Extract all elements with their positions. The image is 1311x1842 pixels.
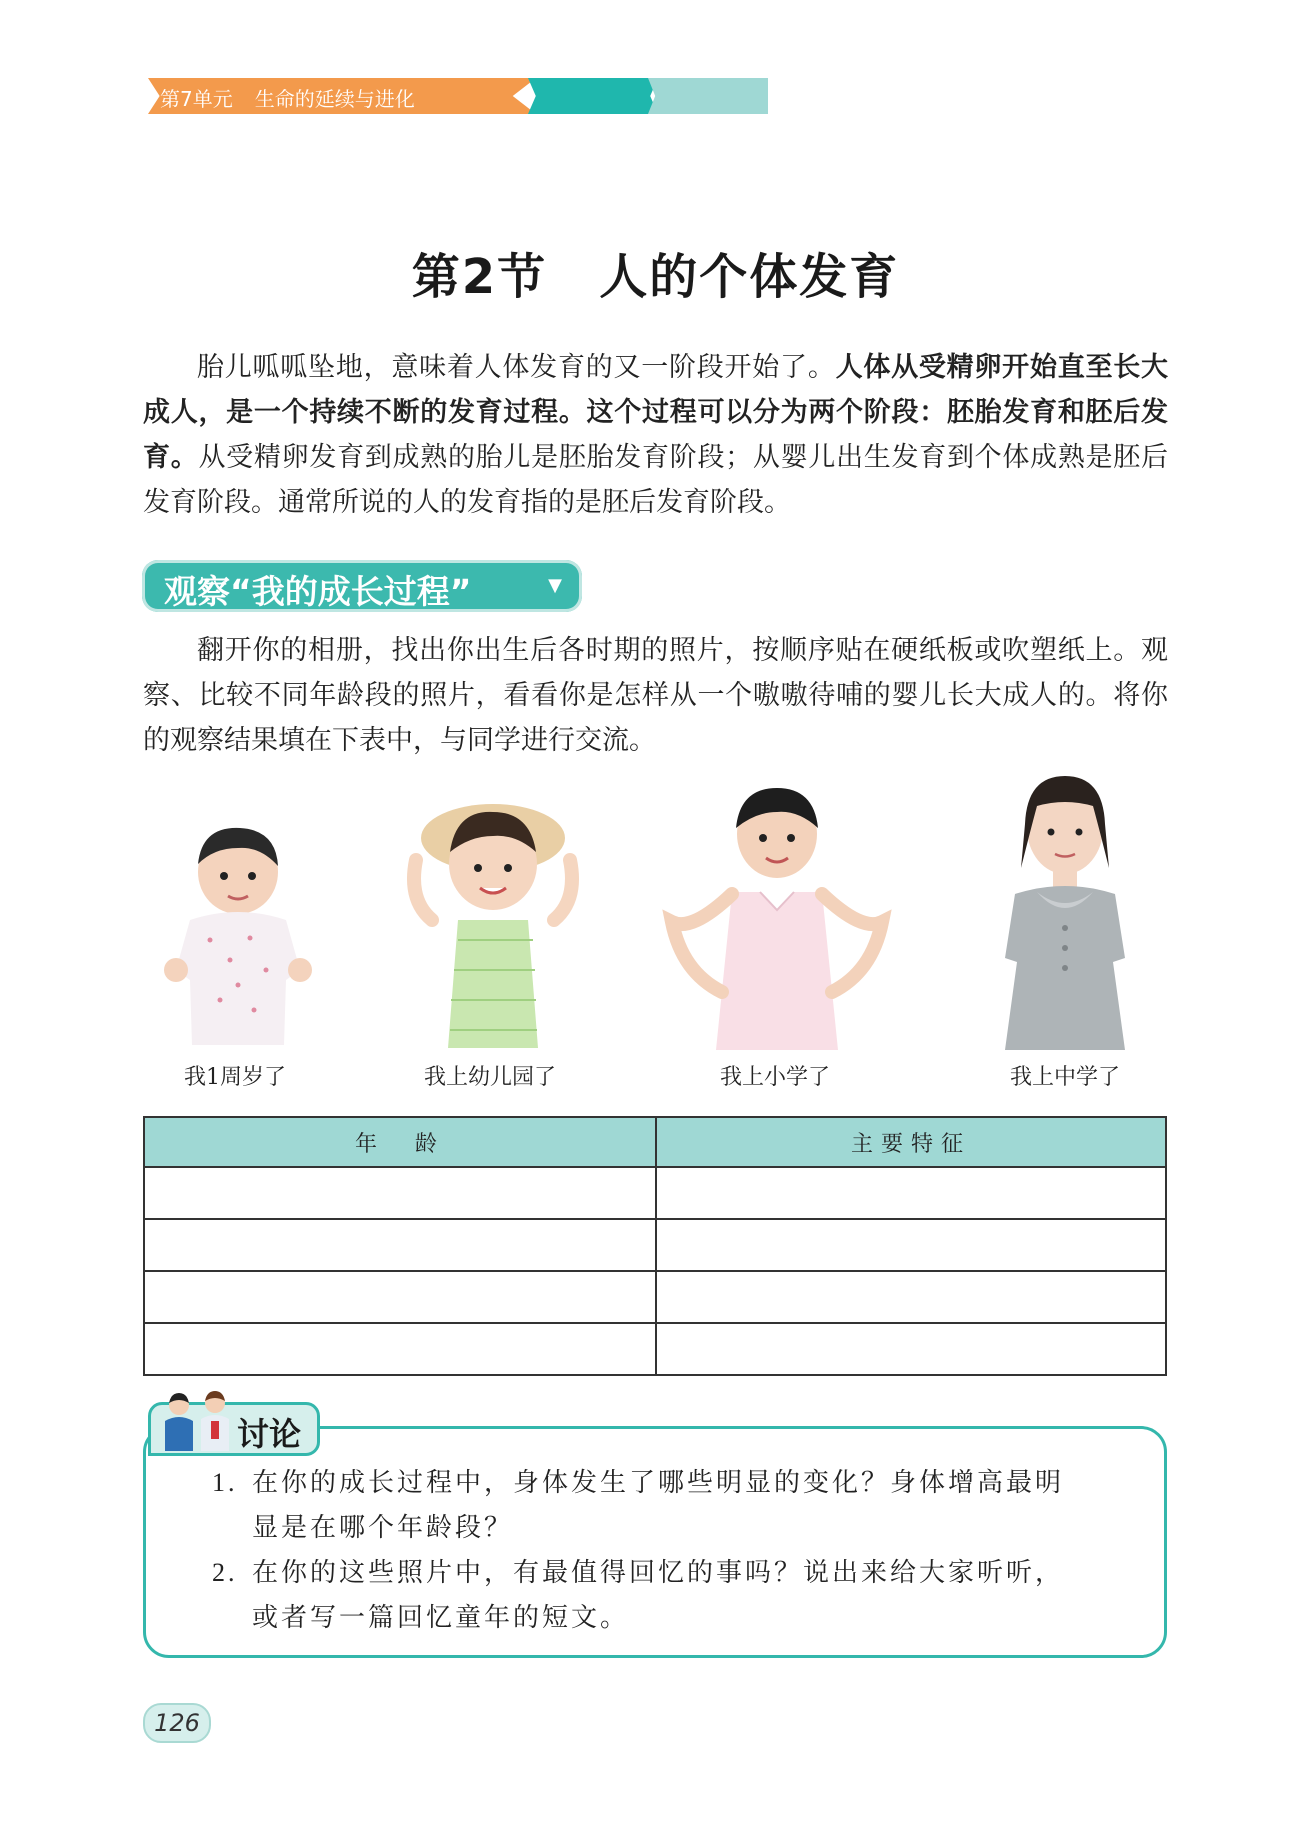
age-cell[interactable] (144, 1323, 656, 1375)
unit-label (160, 83, 415, 112)
photo-caption-2: 我上幼儿园了 (423, 1065, 556, 1090)
unit-number: 第7单元 (160, 87, 233, 111)
features-cell[interactable] (656, 1271, 1166, 1323)
baby-photo (150, 820, 320, 1050)
triangle-down-icon: ▼ (548, 575, 562, 596)
unit-band-light (648, 78, 768, 114)
discussion-label: 讨论 (237, 1415, 302, 1453)
discussion-question-1 (212, 1460, 1112, 1551)
header-features: 主要特征 (656, 1117, 1166, 1167)
features-cell[interactable] (656, 1219, 1166, 1271)
discussion-question-2 (212, 1550, 1112, 1641)
middle-school-girl-photo (975, 758, 1155, 1050)
table-row (144, 1219, 1166, 1271)
table-row (144, 1323, 1166, 1375)
unit-header-band (148, 78, 768, 114)
table-row (144, 1167, 1166, 1219)
features-cell[interactable] (656, 1323, 1166, 1375)
question-number: 2. (212, 1558, 238, 1587)
photo-caption-1: 我1周岁了 (184, 1065, 286, 1090)
age-cell[interactable] (144, 1219, 656, 1271)
unit-band-teal (528, 78, 658, 114)
question-number: 1. (212, 1468, 238, 1497)
students-icon (157, 1391, 237, 1453)
photo-caption-3: 我上小学了 (719, 1065, 830, 1090)
intro-text-1: 胎儿呱呱坠地，意味着人体发育的又一阶段开始了。 (197, 352, 836, 383)
age-cell[interactable] (144, 1167, 656, 1219)
question-text-cont: 或者写一篇回忆童年的短文。 (252, 1603, 630, 1633)
photo-caption-4: 我上中学了 (1009, 1065, 1120, 1090)
table-header-row (144, 1117, 1166, 1167)
activity-banner (142, 560, 582, 612)
question-text-cont: 显是在哪个年龄段？ (252, 1513, 514, 1543)
age-cell[interactable] (144, 1271, 656, 1323)
intro-text-2: 从受精卵发育到成熟的胎儿是胚胎发育阶段；从婴儿出生发育到个体成熟是胚后发育阶段。通常所说的人的发育指的是胚后发育阶段。 (143, 442, 1169, 518)
unit-title: 生命的延续与进化 (254, 87, 415, 111)
observation-table (143, 1116, 1167, 1376)
features-cell[interactable] (656, 1167, 1166, 1219)
header-age: 年 龄 (144, 1117, 656, 1167)
discussion-tab (148, 1402, 320, 1456)
question-text: 在你的这些照片中，有最值得回忆的事吗？说出来给大家听听， (252, 1558, 1065, 1588)
activity-title: 观察“我的成长过程” (164, 572, 472, 611)
primary-school-girl-photo (652, 782, 902, 1050)
section-number: 第2节 (411, 249, 548, 305)
section-title: 人的个体发育 (599, 249, 900, 305)
intro-paragraph (143, 345, 1168, 525)
page-number: 126 (143, 1703, 211, 1743)
kindergarten-girl-photo (388, 790, 598, 1050)
table-row (144, 1271, 1166, 1323)
activity-instructions: 翻开你的相册，找出你出生后各时期的照片，按顺序贴在硬纸板或吹塑纸上。观察、比较不同年龄段的照片，看看你是怎样从一个嗷嗷待哺的婴儿长大成人的。将你的观察结果填在下表中，与同学进行交流。 (143, 635, 1168, 756)
question-text: 在你的成长过程中，身体发生了哪些明显的变化？身体增高最明 (252, 1468, 1065, 1498)
page-title (0, 238, 1311, 307)
intro-bold-text: 人体从受精卵开始直至长大成人，是一个持续不断的发育过程。这个过程可以分为两个阶段：胚胎发育和胚后发育。 (143, 352, 1169, 473)
